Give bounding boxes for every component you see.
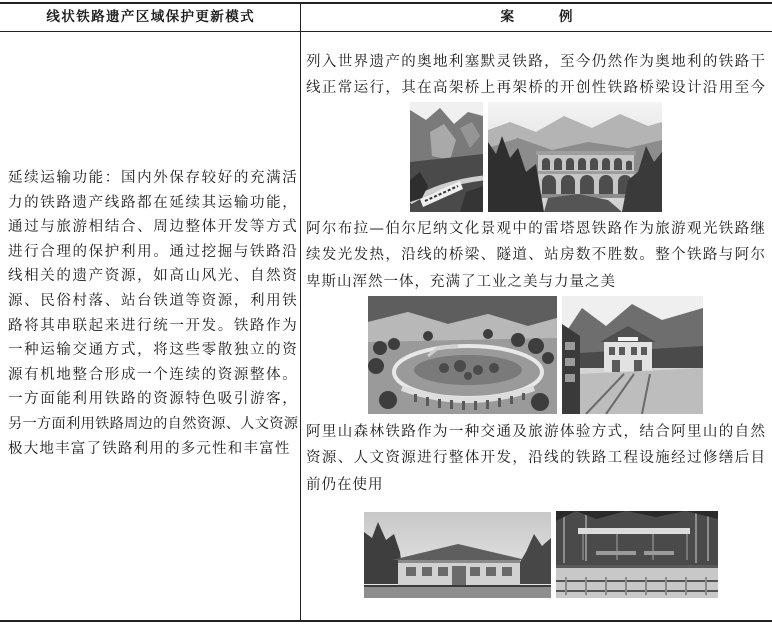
rhaetian-spiral-viaduct-photo	[368, 296, 557, 414]
mode-description-line: 延续运输功能：国内外保存较好的充满活	[8, 170, 298, 186]
semmering-viaduct-image	[488, 102, 662, 212]
case-text-line: 前仍在使用	[306, 476, 384, 493]
alishan-forest-platform-photo	[556, 511, 718, 598]
case-text-line: 资源、人文资源进行整体开发，沿线的铁路工程设施经过修缮后目	[306, 450, 766, 467]
semmering-mountain-train-photo	[410, 102, 483, 212]
case-alishan-text	[306, 419, 766, 498]
case-text-line: 阿尔布拉—伯尔尼纳文化景观中的雷塔恩铁路作为旅游观光铁路继	[306, 221, 766, 237]
mode-description	[8, 166, 298, 461]
case-text-line: 卑斯山浑然一体，充满了工业之美与力量之美	[306, 273, 616, 290]
mode-description-line: 另一方面利用铁路周边的自然资源、人文资源	[8, 415, 298, 432]
rhaetian-spiral-viaduct-image	[368, 296, 557, 414]
mode-description-line: 通过与旅游相结合、周边整体开发等方式	[8, 219, 298, 236]
mode-description-line: 线相关的遗产资源，如高山风光、自然资	[8, 268, 298, 285]
case-text-line: 续发光发热，沿线的桥梁、隧道、站房数不胜数。整个铁路与阿尔	[306, 247, 766, 264]
alishan-station-building-image	[364, 512, 551, 598]
case-text-line: 列入世界遗产的奥地利塞默灵铁路，至今仍然作为奥地利的铁路干	[306, 54, 766, 70]
header-case-column: 案 例	[500, 9, 579, 25]
mode-description-line: 极大地丰富了铁路利用的多元性和丰富性	[8, 440, 291, 457]
mode-description-line: 源有机地整合形成一个连续的资源整体。	[8, 366, 298, 383]
column-divider	[300, 2, 301, 621]
mode-description-line: 一种运输交通方式，将这些零散独立的资	[8, 342, 298, 359]
case-semmering-text	[306, 49, 766, 102]
alishan-station-building-photo	[364, 512, 551, 598]
case-text-line: 线正常运行，其在高架桥上再架桥的开创性铁路桥梁设计沿用至今	[306, 80, 766, 97]
mode-description-line: 源、民俗村落、站台铁道等资源，利用铁	[8, 292, 298, 309]
mode-description-line: 一方面能利用铁路的资源特色吸引游客，	[8, 391, 298, 408]
mode-description-line: 力的铁路遗产线路都在延续其运输功能，	[8, 194, 298, 211]
semmering-viaduct-photo	[488, 102, 662, 212]
case-text-line: 阿里山森林铁路作为一种交通及旅游体验方式，结合阿里山的自然	[306, 424, 766, 440]
header-mode-column: 线状铁路遗产区域保护更新模式	[46, 9, 255, 25]
semmering-mountain-train-image	[410, 102, 483, 212]
mode-description-line: 路将其串联起来进行统一开发。铁路作为	[8, 317, 298, 334]
rhaetian-station-photo	[562, 296, 703, 414]
mode-description-line: 进行合理的保护利用。通过挖掘与铁路沿	[8, 243, 298, 260]
alishan-forest-platform-image	[556, 511, 718, 598]
table-bottom-rule	[0, 620, 772, 622]
table-header-rule	[0, 31, 772, 32]
rhaetian-station-image	[562, 296, 703, 414]
case-rhaetian-text	[306, 216, 766, 295]
